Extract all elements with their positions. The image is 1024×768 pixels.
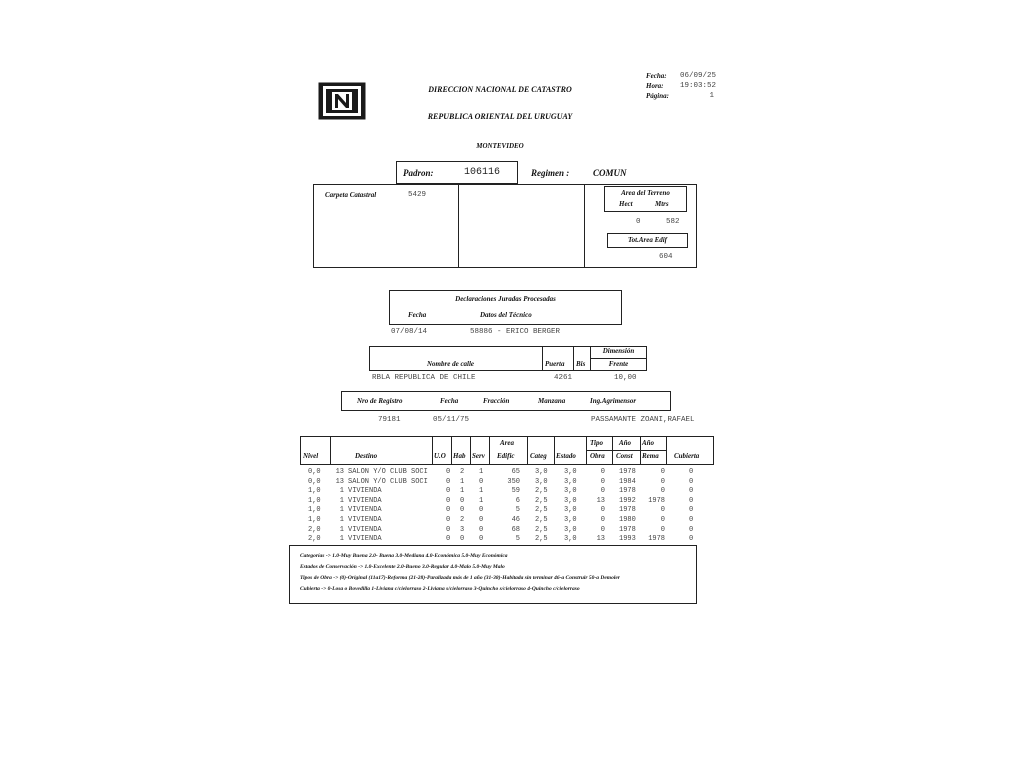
cell-uo: 0: [446, 487, 451, 496]
cell-cubierta: 0: [689, 516, 694, 524]
hect-label: Hect: [619, 200, 633, 208]
frente-value: 10,00: [614, 374, 637, 382]
cell-cod: 1: [339, 506, 344, 515]
cell-rema: 0: [660, 477, 665, 486]
cell-hab: 0: [460, 535, 465, 544]
legend-cubierta: Cubierta -> 0-Losa o Bovedilla 1-Liviana c/cielorraso 2-Liviana s/cielorraso 3-Quincho s/cielorraso 4-Quincho c/cielorraso: [300, 586, 580, 592]
col-destino: Destino: [355, 452, 378, 460]
cell-destino: VIVIENDA: [348, 496, 382, 505]
cell-estado: 3,0: [564, 468, 577, 476]
col-tipo: Tipo: [590, 439, 603, 447]
cell-cubierta: 0: [689, 506, 694, 515]
cell-rema: 1978: [648, 535, 665, 544]
cell-cubierta: 0: [689, 477, 694, 486]
cell-estado: 3,0: [564, 506, 577, 515]
cell-cubierta: 0: [689, 468, 694, 476]
col-uo: U.O: [434, 452, 446, 460]
col-anio: Año: [619, 439, 632, 447]
cell-categ: 2,5: [535, 525, 548, 534]
cell-tipo: 0: [600, 468, 605, 476]
regimen-value: COMUN: [593, 168, 627, 178]
frente-label: Frente: [608, 360, 629, 368]
hect-value: 0: [636, 218, 641, 226]
fecha-value: 06/09/25: [680, 72, 717, 80]
cell-tipo: 0: [600, 477, 605, 486]
cell-categ: 3,0: [535, 477, 548, 486]
cell-cod: 13: [335, 468, 344, 476]
cell-rema: 0: [660, 516, 665, 524]
registro-fecha-value: 05/11/75: [433, 416, 470, 424]
cell-rema: 0: [660, 525, 665, 534]
cell-cod: 1: [339, 487, 344, 496]
cell-nivel: 0,0: [308, 477, 321, 486]
cell-serv: 1: [479, 487, 484, 496]
col-area-edific: Edific: [497, 452, 515, 460]
area-terreno-label: Area del Terreno: [621, 189, 670, 197]
puerta-value: 4261: [554, 374, 573, 382]
cell-serv: 1: [479, 468, 484, 476]
cell-nivel: 2,0: [308, 525, 321, 534]
cell-const: 1978: [619, 525, 636, 534]
cell-categ: 2,5: [535, 516, 548, 524]
cell-nivel: 1,0: [308, 506, 321, 515]
cell-area: 68: [511, 525, 520, 534]
cell-estado: 3,0: [564, 477, 577, 486]
puerta-label: Puerta: [545, 360, 565, 368]
col-anio-rema: Rema: [642, 452, 659, 460]
city-label: MONTEVIDEO: [476, 142, 524, 150]
col-anio-const: Const: [616, 452, 633, 460]
cell-destino: VIVIENDA: [348, 487, 382, 496]
cell-area: 350: [507, 477, 520, 486]
cell-hab: 0: [460, 506, 465, 515]
cell-const: 1978: [619, 487, 636, 496]
calle-nombre-label: Nombre de calle: [427, 360, 475, 368]
cell-tipo: 0: [600, 506, 605, 515]
cell-serv: 1: [479, 496, 484, 505]
col-tipo-obra: Obra: [590, 452, 605, 460]
registro-fecha-label: Fecha: [440, 397, 459, 405]
legend-categorias: Categorías -> 1.0-Muy Buena 2.0- Buena 3.0-Mediana 4.0-Económica 5.0-Muy Económica: [300, 553, 508, 559]
cell-nivel: 2,0: [308, 535, 321, 544]
cell-uo: 0: [446, 516, 451, 524]
cell-tipo: 0: [600, 487, 605, 496]
cell-cubierta: 0: [689, 525, 694, 534]
cell-uo: 0: [446, 477, 451, 486]
manzana-label: Manzana: [538, 397, 566, 405]
mtrs-label: Mtrs: [655, 200, 669, 208]
mtrs-value: 582: [666, 218, 680, 226]
col-anio-rema-top: Año: [642, 439, 655, 447]
cell-hab: 1: [460, 487, 465, 496]
cell-cubierta: 0: [689, 487, 694, 496]
cell-tipo: 13: [596, 496, 605, 505]
pagina-value: 1: [709, 92, 714, 100]
cell-estado: 3,0: [564, 535, 577, 544]
agrimensor-value: PASSAMANTE ZOANI,RAFAEL: [591, 416, 695, 424]
cell-nivel: 1,0: [308, 516, 321, 524]
regimen-label: Regimen :: [531, 168, 570, 178]
cell-categ: 2,5: [535, 506, 548, 515]
cell-area: 46: [511, 516, 520, 524]
dnc-logo: [318, 82, 366, 120]
cell-hab: 3: [460, 525, 465, 534]
cell-categ: 3,0: [535, 468, 548, 476]
col-serv: Serv: [472, 452, 485, 460]
cell-estado: 3,0: [564, 487, 577, 496]
carpeta-label: Carpeta Catastral: [325, 191, 377, 199]
col-nivel: Nivel: [303, 452, 319, 460]
cell-cod: 1: [339, 525, 344, 534]
cell-uo: 0: [446, 525, 451, 534]
bis-label: Bis: [576, 360, 586, 368]
legend-estados: Estados de Conservación -> 1.0-Excelente 2.0-Bueno 3.0-Regular 4.0-Malo 5.0-Muy Malo: [300, 564, 505, 570]
fecha-label: Fecha:: [646, 72, 667, 80]
cell-destino: VIVIENDA: [348, 525, 382, 534]
document-title: DIRECCION NACIONAL DE CATASTRO: [428, 85, 572, 94]
cell-serv: 0: [479, 516, 484, 524]
tot-area-value: 604: [659, 253, 673, 261]
registro-nro-value: 79181: [378, 416, 401, 424]
declaraciones-fecha-value: 07/08/14: [391, 328, 428, 336]
registro-nro-label: Nro de Registro: [357, 397, 403, 405]
cell-estado: 3,0: [564, 516, 577, 524]
cell-hab: 2: [460, 516, 465, 524]
cell-serv: 0: [479, 525, 484, 534]
declaraciones-fecha-label: Fecha: [408, 311, 427, 319]
cell-rema: 0: [660, 506, 665, 515]
cell-cubierta: 0: [689, 535, 694, 544]
cell-categ: 2,5: [535, 496, 548, 505]
cell-nivel: 1,0: [308, 487, 321, 496]
cell-uo: 0: [446, 496, 451, 505]
cell-uo: 0: [446, 468, 451, 476]
cell-area: 65: [511, 468, 520, 476]
cell-destino: VIVIENDA: [348, 506, 382, 515]
cell-serv: 0: [479, 477, 484, 486]
cell-tipo: 0: [600, 516, 605, 524]
cell-area: 5: [515, 506, 520, 515]
hora-label: Hora:: [646, 82, 664, 90]
cell-categ: 2,5: [535, 487, 548, 496]
cell-rema: 0: [660, 487, 665, 496]
cell-serv: 0: [479, 535, 484, 544]
cell-serv: 0: [479, 506, 484, 515]
cell-destino: SALON Y/O CLUB SOCI: [348, 477, 428, 486]
tecnico-label: Datos del Técnico: [480, 311, 532, 319]
cell-const: 1993: [619, 535, 636, 544]
cell-hab: 2: [460, 468, 465, 476]
cell-estado: 3,0: [564, 525, 577, 534]
dimension-label: Dimensión: [602, 347, 635, 355]
col-estado: Estado: [556, 452, 576, 460]
cell-uo: 0: [446, 535, 451, 544]
cell-area: 5: [515, 535, 520, 544]
tot-area-label: Tot.Area Edif: [627, 236, 668, 244]
col-cubierta: Cubierta: [674, 452, 700, 460]
cell-cod: 13: [335, 477, 344, 486]
cell-estado: 3,0: [564, 496, 577, 505]
cell-rema: 0: [660, 468, 665, 476]
cell-nivel: 1,0: [308, 496, 321, 505]
cell-area: 6: [515, 496, 520, 505]
padron-label: Padron:: [403, 168, 434, 178]
col-hab: Hab: [453, 452, 466, 460]
cell-const: 1980: [619, 516, 636, 524]
carpeta-value: 5429: [408, 191, 427, 199]
cell-area: 59: [511, 487, 520, 496]
cell-nivel: 0,0: [308, 468, 321, 476]
cell-destino: VIVIENDA: [348, 535, 382, 544]
cell-uo: 0: [446, 506, 451, 515]
col-area: Area: [500, 439, 514, 447]
hora-value: 19:03:52: [680, 82, 717, 90]
cell-const: 1992: [619, 496, 636, 505]
cell-cod: 1: [339, 535, 344, 544]
pagina-label: Página:: [646, 92, 669, 100]
cell-hab: 1: [460, 477, 465, 486]
cell-destino: SALON Y/O CLUB SOCI: [348, 468, 428, 476]
document-subtitle: REPUBLICA ORIENTAL DEL URUGUAY: [427, 112, 573, 121]
fraccion-label: Fracción: [483, 397, 510, 405]
cell-const: 1978: [619, 506, 636, 515]
cell-rema: 1978: [648, 496, 665, 505]
cell-hab: 0: [460, 496, 465, 505]
cell-cubierta: 0: [689, 496, 694, 505]
tecnico-value: 58886 - ERICO BERGER: [470, 328, 561, 336]
padron-value: 106116: [464, 167, 501, 178]
agrimensor-label: Ing.Agrimensor: [590, 397, 637, 405]
cell-categ: 2,5: [535, 535, 548, 544]
declaraciones-title: Declaraciones Juradas Procesadas: [455, 295, 556, 303]
col-categ: Categ: [530, 452, 547, 460]
cell-destino: VIVIENDA: [348, 516, 382, 524]
cell-tipo: 0: [600, 525, 605, 534]
cell-cod: 1: [339, 496, 344, 505]
legend-tipos: Tipos de Obra -> (0)-Original (11a17)-Reforma (21-28)-Paralizada más de 1 año (31-38)-Habitada sin terminar 46-a Construir 50-a Demoler: [300, 575, 620, 581]
cell-cod: 1: [339, 516, 344, 524]
cell-tipo: 13: [596, 535, 605, 544]
calle-nombre-value: RBLA REPUBLICA DE CHILE: [372, 374, 476, 382]
cell-const: 1978: [619, 468, 636, 476]
cell-const: 1984: [619, 477, 636, 486]
